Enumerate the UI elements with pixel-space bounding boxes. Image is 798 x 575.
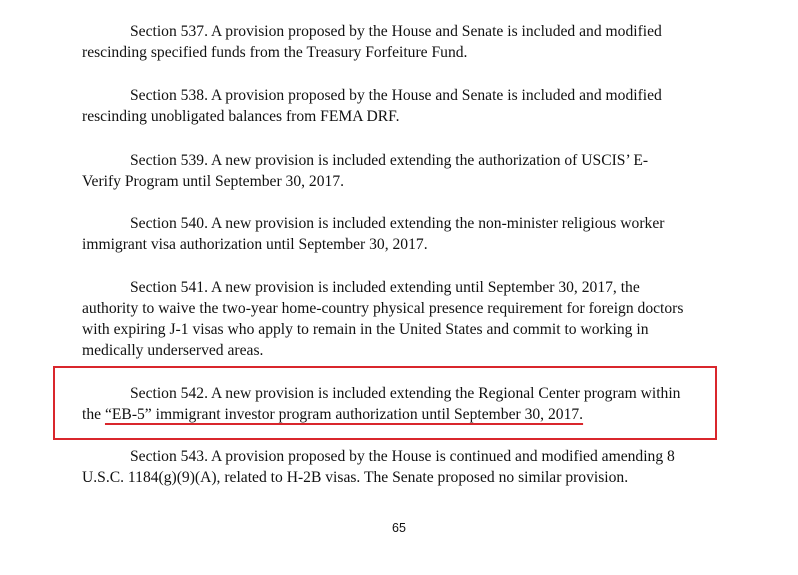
section-542-line-1: Section 542. A new provision is included extending the Regional Center program within	[130, 385, 681, 402]
underlined-eb5-phrase: “EB-5” immigrant investor program authorization until September 30, 2017.	[104, 406, 584, 423]
section-537-line-1: Section 537. A provision proposed by the House and Senate is included and modified	[130, 23, 662, 40]
section-542-paragraph	[82, 383, 722, 425]
section-541-line-3: with expiring J-1 visas who apply to remain in the United States and commit to working in	[82, 321, 649, 338]
section-542-line-2	[82, 404, 722, 425]
page-number: 65	[392, 521, 406, 535]
section-539-line-2: Verify Program until September 30, 2017.	[82, 173, 345, 190]
section-540-paragraph	[82, 213, 722, 255]
section-538-line-1: Section 538. A provision proposed by the House and Senate is included and modified	[130, 87, 662, 104]
section-538-paragraph	[82, 85, 722, 127]
section-541-line-2: authority to waive the two-year home-country physical presence requirement for foreign doctors	[82, 300, 684, 317]
section-540-line-2: immigrant visa authorization until September 30, 2017.	[82, 236, 428, 253]
section-539-line-1: Section 539. A new provision is included extending the authorization of USCIS’ E-	[130, 152, 649, 169]
section-540-line-1: Section 540. A new provision is included extending the non-minister religious worker	[130, 215, 665, 232]
section-542-line-2-lead: the	[82, 406, 102, 423]
section-538-line-2: rescinding unobligated balances from FEMA DRF.	[82, 108, 400, 125]
section-543-paragraph	[82, 446, 722, 488]
section-537-paragraph	[82, 21, 722, 63]
section-539-paragraph	[82, 150, 722, 192]
section-541-line-1: Section 541. A new provision is included extending until September 30, 2017, the	[130, 279, 640, 296]
section-541-line-4: medically underserved areas.	[82, 342, 264, 359]
section-541-paragraph	[82, 277, 722, 361]
section-537-line-2: rescinding specified funds from the Treasury Forfeiture Fund.	[82, 44, 468, 61]
section-543-line-1: Section 543. A provision proposed by the House is continued and modified amending 8	[130, 448, 675, 465]
section-543-line-2: U.S.C. 1184(g)(9)(A), related to H-2B visas. The Senate proposed no similar provision.	[82, 469, 629, 486]
